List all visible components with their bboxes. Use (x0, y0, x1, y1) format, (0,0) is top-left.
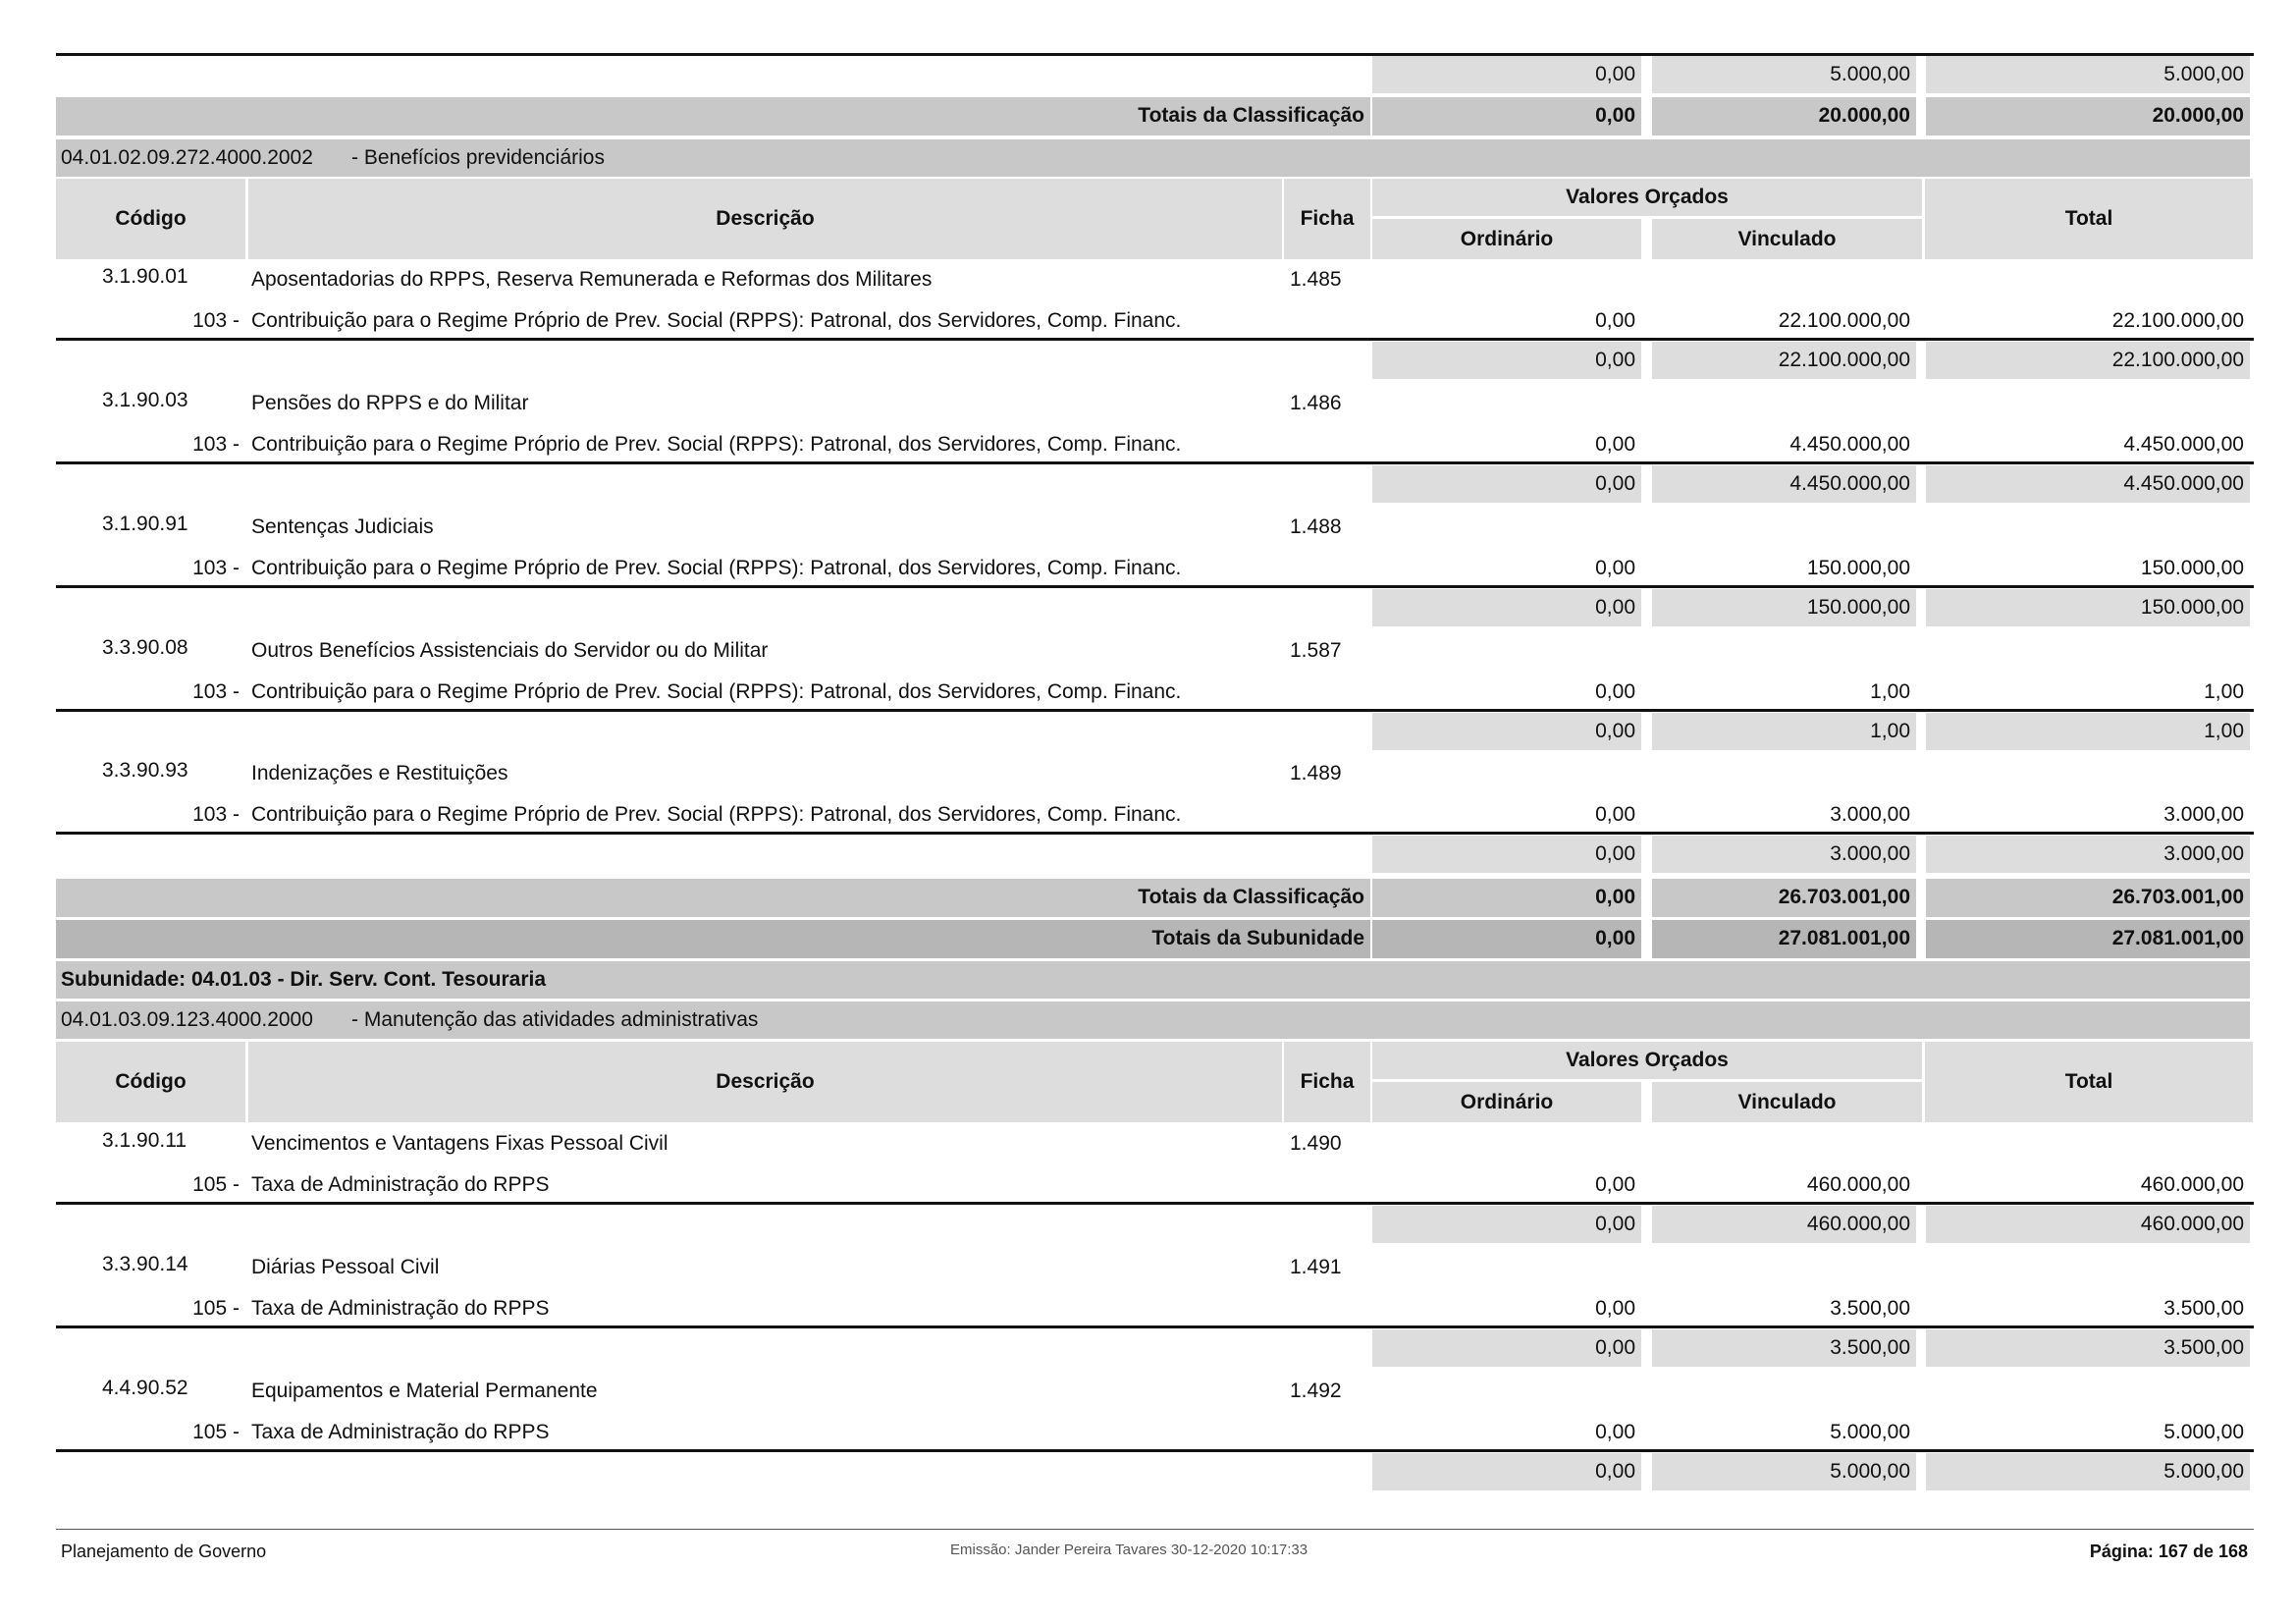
section2-item-2-vinculado: 5.000,00 (1830, 1421, 1910, 1443)
section2-item-0-ordinario: 0,00 (1595, 1173, 1635, 1196)
section1-item-2-ficha: 1.488 (1290, 515, 1342, 538)
header-codigo: Código (56, 179, 245, 259)
section2-item-0-description: Vencimentos e Vantagens Fixas Pessoal Civil (251, 1132, 668, 1155)
row-separator (56, 338, 2254, 341)
block1-totals-vinculado: 20.000,00 (1818, 104, 1910, 127)
section1-item-0-subtotal-ordinario: 0,00 (1595, 349, 1635, 371)
section1-item-4-source-code: 103 - (192, 803, 240, 826)
section1-item-0-code: 3.1.90.01 (102, 265, 188, 288)
section1-totais-classificacao-label: Totais da Classificação (1138, 886, 1364, 908)
section1-item-0-source-code: 103 - (192, 309, 240, 332)
section2-item-1-description: Diárias Pessoal Civil (251, 1256, 440, 1278)
section1-totais-subunidade-vinculado: 27.081.001,00 (1778, 927, 1910, 949)
section1-totais-classificacao-ordinario: 0,00 (1595, 886, 1635, 908)
section1-item-2-description: Sentenças Judiciais (251, 515, 434, 538)
row-separator (56, 1325, 2254, 1328)
section1-item-0-source-description: Contribuição para o Regime Próprio de Prev. Social (RPPS): Patronal, dos Servidores, Comp. Financ. (251, 309, 1182, 332)
block1-totals-ordinario: 0,00 (1595, 104, 1635, 127)
section2-item-0-total: 460.000,00 (2140, 1173, 2244, 1196)
section1-item-0-description: Aposentadorias do RPPS, Reserva Remunerada e Reformas dos Militares (251, 268, 933, 291)
section1-item-4-subtotal-total: 3.000,00 (2163, 842, 2244, 865)
header-valores-orcados: Valores Orçados (1372, 1042, 1922, 1079)
section1-item-3-source-code: 103 - (192, 680, 240, 703)
section1-item-4-total: 3.000,00 (2163, 803, 2244, 826)
header-ordinario: Ordinário (1372, 1082, 1641, 1122)
subunidade-label: Subunidade: 04.01.03 - Dir. Serv. Cont. Tesouraria (61, 968, 547, 991)
header-vinculado: Vinculado (1652, 219, 1922, 259)
section1-item-2-vinculado: 150.000,00 (1806, 557, 1910, 579)
section1-item-3-ficha: 1.587 (1290, 639, 1342, 662)
section2-item-0-subtotal-vinculado: 460.000,00 (1806, 1213, 1910, 1235)
section1-item-1-subtotal-total: 4.450.000,00 (2123, 472, 2244, 495)
section2-item-1-subtotal-total: 3.500,00 (2163, 1336, 2244, 1359)
section1-totais-classificacao-vinculado: 26.703.001,00 (1778, 886, 1910, 908)
section1-item-0-subtotal-vinculado: 22.100.000,00 (1778, 349, 1910, 371)
section1-item-3-source-description: Contribuição para o Regime Próprio de Prev. Social (RPPS): Patronal, dos Servidores, Comp. Financ. (251, 680, 1182, 703)
section2-item-2-ficha: 1.492 (1290, 1380, 1342, 1402)
section2-item-1-subtotal-vinculado: 3.500,00 (1830, 1336, 1910, 1359)
header-vinculado: Vinculado (1652, 1082, 1922, 1122)
section1-item-1-source-description: Contribuição para o Regime Próprio de Prev. Social (RPPS): Patronal, dos Servidores, Comp. Financ. (251, 433, 1182, 456)
section1-item-2-source-code: 103 - (192, 557, 240, 579)
section2-item-1-code: 3.3.90.14 (102, 1253, 188, 1275)
classification-code-2: 04.01.03.09.123.4000.2000 (61, 1008, 313, 1031)
section1-item-2-source-description: Contribuição para o Regime Próprio de Prev. Social (RPPS): Patronal, dos Servidores, Comp. Financ. (251, 557, 1182, 579)
row-separator (56, 461, 2254, 464)
section1-item-0-ficha: 1.485 (1290, 268, 1342, 291)
section1-totais-subunidade-total: 27.081.001,00 (2111, 927, 2244, 949)
section1-item-3-subtotal-ordinario: 0,00 (1595, 720, 1635, 742)
header-valores-orcados: Valores Orçados (1372, 179, 1922, 216)
section2-item-2-description: Equipamentos e Material Permanente (251, 1380, 598, 1402)
section1-item-2-subtotal-vinculado: 150.000,00 (1806, 596, 1910, 619)
section1-item-1-ficha: 1.486 (1290, 392, 1342, 414)
section1-item-0-total: 22.100.000,00 (2111, 309, 2244, 332)
section1-item-1-source-code: 103 - (192, 433, 240, 456)
header-descricao: Descrição (248, 179, 1282, 259)
section1-item-1-description: Pensões do RPPS e do Militar (251, 392, 529, 414)
section2-item-2-subtotal-vinculado: 5.000,00 (1830, 1460, 1910, 1483)
classification-code-1: 04.01.02.09.272.4000.2002 (61, 146, 313, 169)
footer-right: Página: 167 de 168 (2089, 1542, 2248, 1561)
section1-item-1-subtotal-ordinario: 0,00 (1595, 472, 1635, 495)
section1-item-3-description: Outros Benefícios Assistenciais do Servidor ou do Militar (251, 639, 769, 662)
row-separator (56, 832, 2254, 835)
section2-item-2-subtotal-total: 5.000,00 (2163, 1460, 2244, 1483)
header-codigo: Código (56, 1042, 245, 1122)
header-total: Total (1925, 1042, 2253, 1122)
header-ficha: Ficha (1284, 1042, 1370, 1122)
section1-item-1-code: 3.1.90.03 (102, 389, 188, 411)
section1-item-4-vinculado: 3.000,00 (1830, 803, 1910, 826)
section1-item-1-ordinario: 0,00 (1595, 433, 1635, 456)
section2-item-1-source-description: Taxa de Administração do RPPS (251, 1297, 550, 1320)
footer-left: Planejamento de Governo (61, 1542, 267, 1561)
section2-item-0-subtotal-ordinario: 0,00 (1595, 1213, 1635, 1235)
row-separator (56, 709, 2254, 712)
section1-item-4-ordinario: 0,00 (1595, 803, 1635, 826)
section1-item-1-subtotal-vinculado: 4.450.000,00 (1789, 472, 1910, 495)
section1-item-0-subtotal-total: 22.100.000,00 (2111, 349, 2244, 371)
section2-item-2-total: 5.000,00 (2163, 1421, 2244, 1443)
section2-item-0-vinculado: 460.000,00 (1806, 1173, 1910, 1196)
section1-item-3-subtotal-vinculado: 1,00 (1870, 720, 1910, 742)
section2-item-1-ficha: 1.491 (1290, 1256, 1342, 1278)
classification-name-2: - Manutenção das atividades administrativas (351, 1008, 759, 1031)
section1-item-4-source-description: Contribuição para o Regime Próprio de Prev. Social (RPPS): Patronal, dos Servidores, Comp. Financ. (251, 803, 1182, 826)
section1-item-2-code: 3.1.90.91 (102, 513, 188, 535)
section1-item-4-description: Indenizações e Restituições (251, 762, 508, 784)
footer-rule (56, 1529, 2254, 1530)
section2-item-1-total: 3.500,00 (2163, 1297, 2244, 1320)
section1-item-3-total: 1,00 (2204, 680, 2244, 703)
row-separator (56, 585, 2254, 588)
header-descricao: Descrição (248, 1042, 1282, 1122)
section1-item-4-code: 3.3.90.93 (102, 759, 188, 782)
section1-item-2-total: 150.000,00 (2140, 557, 2244, 579)
section1-totais-subunidade-label: Totais da Subunidade (1151, 927, 1364, 949)
section2-item-1-source-code: 105 - (192, 1297, 240, 1320)
section1-item-3-vinculado: 1,00 (1870, 680, 1910, 703)
section2-item-2-source-description: Taxa de Administração do RPPS (251, 1421, 550, 1443)
section2-item-0-subtotal-total: 460.000,00 (2140, 1213, 2244, 1235)
row-separator (56, 1202, 2254, 1205)
section1-item-0-vinculado: 22.100.000,00 (1778, 309, 1910, 332)
top-row-total: 5.000,00 (2163, 63, 2244, 85)
section2-item-0-ficha: 1.490 (1290, 1132, 1342, 1155)
footer-center: Emissão: Jander Pereira Tavares 30-12-2020 10:17:33 (950, 1542, 1308, 1558)
section1-item-4-subtotal-vinculado: 3.000,00 (1830, 842, 1910, 865)
section1-item-3-subtotal-total: 1,00 (2204, 720, 2244, 742)
section2-item-2-ordinario: 0,00 (1595, 1421, 1635, 1443)
section1-item-4-subtotal-ordinario: 0,00 (1595, 842, 1635, 865)
top-rule (56, 53, 2254, 56)
section1-item-2-subtotal-total: 150.000,00 (2140, 596, 2244, 619)
section1-item-1-total: 4.450.000,00 (2123, 433, 2244, 456)
section2-item-1-subtotal-ordinario: 0,00 (1595, 1336, 1635, 1359)
header-total: Total (1925, 179, 2253, 259)
block1-totals-total: 20.000,00 (2152, 104, 2244, 127)
classification-name-1: - Benefícios previdenciários (351, 146, 605, 169)
section1-item-4-ficha: 1.489 (1290, 762, 1342, 784)
block1-totals-label: Totais da Classificação (1138, 104, 1364, 127)
section1-item-2-subtotal-ordinario: 0,00 (1595, 596, 1635, 619)
top-row-vinculado: 5.000,00 (1830, 63, 1910, 85)
section2-item-2-source-code: 105 - (192, 1421, 240, 1443)
header-ordinario: Ordinário (1372, 219, 1641, 259)
section2-item-2-subtotal-ordinario: 0,00 (1595, 1460, 1635, 1483)
header-ficha: Ficha (1284, 179, 1370, 259)
section1-item-0-ordinario: 0,00 (1595, 309, 1635, 332)
section1-item-3-code: 3.3.90.08 (102, 636, 188, 659)
top-row-ordinario: 0,00 (1595, 63, 1635, 85)
section2-item-0-source-description: Taxa de Administração do RPPS (251, 1173, 550, 1196)
section1-item-3-ordinario: 0,00 (1595, 680, 1635, 703)
row-separator (56, 1449, 2254, 1452)
section2-item-0-code: 3.1.90.11 (102, 1129, 187, 1152)
section2-item-1-vinculado: 3.500,00 (1830, 1297, 1910, 1320)
section2-item-1-ordinario: 0,00 (1595, 1297, 1635, 1320)
section2-item-0-source-code: 105 - (192, 1173, 240, 1196)
section1-item-2-ordinario: 0,00 (1595, 557, 1635, 579)
section1-totais-classificacao-total: 26.703.001,00 (2111, 886, 2244, 908)
section1-item-1-vinculado: 4.450.000,00 (1789, 433, 1910, 456)
section1-totais-subunidade-ordinario: 0,00 (1595, 927, 1635, 949)
section2-item-2-code: 4.4.90.52 (102, 1377, 188, 1399)
